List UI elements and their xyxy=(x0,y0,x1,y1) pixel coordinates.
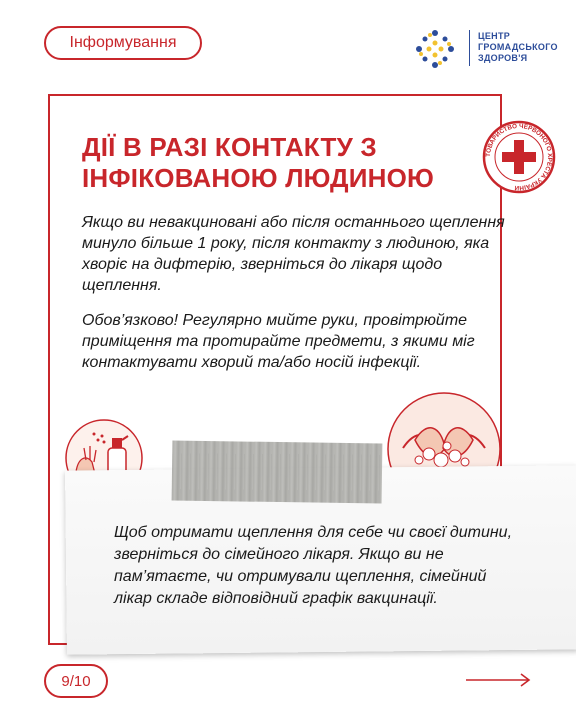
emblem-text: ТОВАРИСТВО ЧЕРВОНОГО ХРЕСТА УКРАЇНИ xyxy=(484,122,554,192)
note-text: Щоб отримати щеплення для себе чи своєї дитини, зверніться до сімейного лікаря. Якщо ви не пам’ятаєте, чи отримували щеплення, сімейний лікар складе відповідний графік вакцинації. xyxy=(114,524,513,607)
title-line2: ІНФІКОВАНОЮ ЛЮДИНОЮ xyxy=(82,163,435,193)
logo-line3: ЗДОРОВ'Я xyxy=(478,53,528,63)
paragraph-hygiene: Обов’язково! Регулярно мийте руки, провітрюйте приміщення та протирайте предмети, з якими міг контактувати хворий та/або носій інфекції. xyxy=(82,312,475,371)
logo-text xyxy=(478,31,558,64)
page-title xyxy=(82,132,442,194)
logo-line2: ГРОМАДСЬКОГО xyxy=(478,42,558,52)
logo-line1: ЦЕНТР xyxy=(478,31,511,41)
paragraph-vaccination: Якщо ви невакциновані або після останнього щеплення минуло більше 1 року, після контакту з людиною, яка хворіє на дифтерію, зверніться до лікаря щодо щеплення. xyxy=(82,214,505,294)
title-line1: ДІЇ В РАЗІ КОНТАКТУ З xyxy=(82,132,377,162)
red-cross-emblem-icon xyxy=(481,119,557,195)
arrow-right-icon[interactable] xyxy=(466,672,532,688)
page-indicator: 9/10 xyxy=(44,664,108,698)
logo-divider xyxy=(469,30,470,66)
category-tag: Інформування xyxy=(44,26,202,60)
adhesive-tape xyxy=(172,441,383,504)
